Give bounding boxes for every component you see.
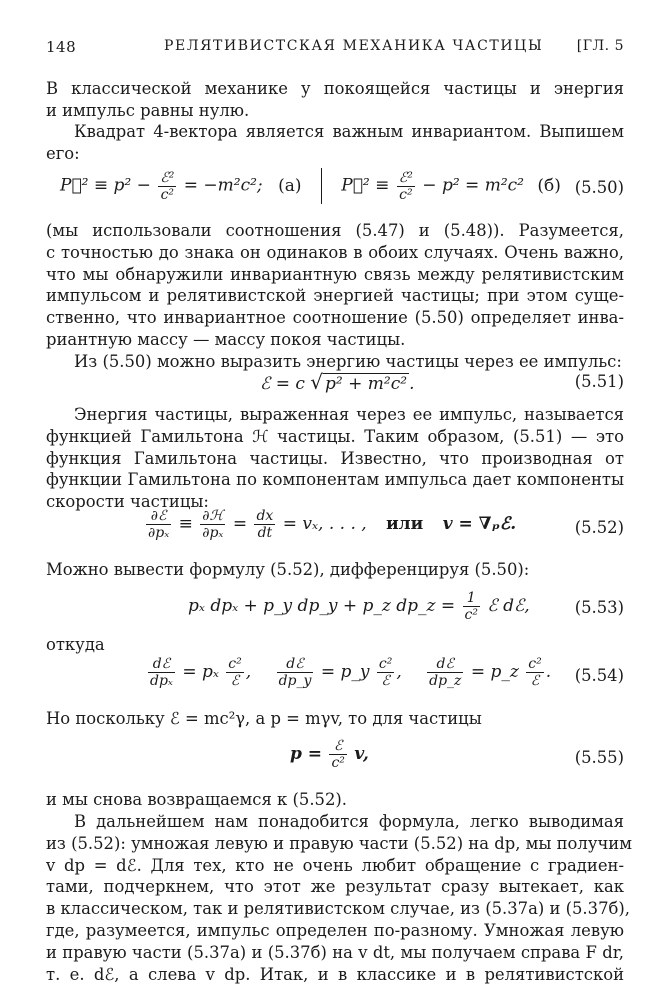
equation-number: (5.54) bbox=[574, 666, 624, 685]
numerator: ∂ℋ bbox=[200, 508, 225, 525]
divider-bar bbox=[321, 168, 322, 204]
eq-mid: = p_y bbox=[320, 662, 370, 682]
eq-rhs-a: = −m²c²; bbox=[183, 175, 263, 196]
or-word: или bbox=[386, 514, 424, 534]
text-line: с точностью до знака он одинаков в обоих случаях. Очень важно, bbox=[46, 242, 624, 262]
eq-lhs-b: P⃗² ≡ bbox=[341, 175, 390, 196]
fraction bbox=[158, 170, 176, 203]
equation-number: (5.50) bbox=[574, 178, 624, 197]
denominator: c² bbox=[464, 607, 478, 623]
running-header bbox=[46, 38, 624, 60]
eq-label-b: (б) bbox=[537, 175, 561, 196]
comma: , bbox=[245, 662, 252, 682]
text-line: Можно вывести формулу (5.52), дифференцируя (5.50): bbox=[46, 560, 530, 579]
denominator: ∂pₓ bbox=[148, 525, 170, 541]
numerator: ℰ² bbox=[398, 169, 413, 186]
text-line: тами, подчеркнем, что этот же результат сразу вытекает, как bbox=[46, 877, 624, 897]
equation-number: (5.53) bbox=[574, 598, 624, 617]
text-line: скорости частицы: bbox=[46, 492, 209, 512]
fraction bbox=[146, 508, 171, 541]
numerator: dx bbox=[256, 508, 274, 524]
equation-5-54 bbox=[46, 656, 624, 696]
radicand: p² + m²c² bbox=[325, 374, 408, 394]
text-line: из (5.52): умножая левую и правую части (5.52) на dp, мы получим bbox=[46, 833, 632, 853]
fraction bbox=[200, 508, 225, 541]
numerator: dℰ bbox=[148, 656, 175, 673]
eq-rhs: ℰ dℰ, bbox=[487, 596, 530, 616]
text-line: (мы использовали соотношения (5.47) и (5.48)). Разумеется, bbox=[46, 221, 624, 240]
gradient-expression: v = ∇ₚℰ. bbox=[442, 514, 517, 534]
text-line: Но поскольку ℰ = mc²γ, а p = mγv, то для частицы bbox=[46, 709, 482, 728]
equation-number: (5.55) bbox=[574, 748, 624, 767]
paragraph-8 bbox=[46, 708, 624, 730]
text-line: v dp = dℰ. Для тех, кто не очень любит обращение с градиен- bbox=[46, 855, 624, 875]
fraction bbox=[277, 656, 314, 689]
text-line: Из (5.50) можно выразить энергию частицы через ее импульс: bbox=[74, 352, 622, 371]
paragraph-5 bbox=[46, 404, 624, 513]
numerator: c² bbox=[528, 656, 542, 672]
paragraph-9 bbox=[46, 789, 624, 811]
page-number: 148 bbox=[46, 38, 77, 56]
numerator: ∂ℰ bbox=[146, 508, 171, 525]
text-line: т. е. dℰ, а слева v dp. Итак, и в классике и в релятивистской bbox=[46, 964, 624, 984]
eq-label-a: (а) bbox=[278, 175, 302, 196]
text-line: и правую части (5.37а) и (5.37б) на v dt, мы получаем справа F dr, bbox=[46, 942, 624, 962]
denominator: ∂pₓ bbox=[202, 525, 224, 541]
text-line: функция Гамильтона частицы. Известно, что производная от bbox=[46, 448, 624, 468]
equation-body bbox=[146, 656, 551, 689]
chapter-label: [ГЛ. 5 bbox=[576, 38, 624, 54]
eq-rest: = vₓ, . . . , bbox=[282, 514, 367, 534]
text-line: В классической механике у покоящейся частицы и энергия bbox=[46, 79, 624, 98]
text-line: его: bbox=[46, 143, 80, 163]
text-line: импульсом и релятивистской энергией частицы; при этом суще- bbox=[46, 286, 624, 306]
equation-5-51 bbox=[46, 366, 624, 396]
text-line: В дальнейшем нам понадобится формула, легко выводимая bbox=[74, 812, 624, 831]
text-line: функцией Гамильтона ℋ частицы. Таким образом, (5.51) — это bbox=[46, 426, 624, 446]
equation-body bbox=[260, 370, 414, 394]
text-line: в классическом, так и релятивистском случае, из (5.37а) и (5.37б), bbox=[46, 899, 630, 919]
equation-5-53 bbox=[46, 590, 624, 630]
eq-rhs-b: − p² = m²c² bbox=[422, 175, 524, 196]
numerator: dℰ bbox=[427, 656, 463, 673]
fraction bbox=[377, 656, 394, 689]
paragraph-10 bbox=[46, 811, 632, 985]
numerator: dℰ bbox=[277, 656, 314, 673]
comma: , bbox=[396, 662, 402, 682]
equation-5-55 bbox=[46, 738, 624, 778]
equals-sign: = bbox=[232, 514, 248, 534]
equation-number: (5.51) bbox=[574, 372, 624, 391]
fraction bbox=[427, 656, 463, 689]
denominator: dpₓ bbox=[150, 673, 173, 689]
eq-mid: = pₓ bbox=[182, 662, 219, 682]
fraction bbox=[226, 656, 243, 689]
equation-body bbox=[60, 168, 561, 204]
denominator: c² bbox=[160, 186, 175, 203]
text-line: где, разумеется, импульс определен по-разному. Умножая левую bbox=[46, 920, 624, 940]
fraction bbox=[463, 590, 480, 623]
eq-lhs-a: P⃗² ≡ p² − bbox=[60, 175, 151, 196]
denominator: dp_y bbox=[278, 673, 312, 689]
text-line: Квадрат 4-вектора является важным инвариантом. Выпишем bbox=[74, 122, 624, 141]
fraction bbox=[526, 656, 543, 689]
denominator: dt bbox=[257, 525, 273, 541]
text-line: риантную массу — массу покоя частицы. bbox=[46, 329, 406, 349]
eq-end: . bbox=[409, 374, 415, 394]
denominator: ℰ bbox=[530, 673, 540, 689]
numerator: ℰ bbox=[329, 738, 346, 755]
radical-sign: √ bbox=[310, 370, 324, 394]
fraction bbox=[329, 738, 346, 771]
numerator: ℰ² bbox=[160, 169, 175, 186]
denominator: ℰ bbox=[230, 673, 240, 689]
numerator: 1 bbox=[463, 590, 480, 607]
equiv-sign: ≡ bbox=[178, 514, 193, 534]
eq-lhs: pₓ dpₓ + p_y dp_y + p_z dp_z = bbox=[188, 596, 456, 616]
numerator: c² bbox=[378, 656, 393, 672]
equation-body bbox=[188, 590, 530, 623]
text-line: что мы обнаружили инвариантную связь между релятивистским bbox=[46, 264, 624, 284]
equation-body bbox=[290, 738, 369, 771]
text-line: откуда bbox=[46, 635, 105, 654]
paragraph-3 bbox=[46, 220, 624, 351]
eq-mid: = p_z bbox=[470, 662, 519, 682]
text-line: и импульс равны нулю. bbox=[46, 100, 250, 120]
paragraph-6 bbox=[46, 559, 624, 581]
eq-lhs: ℰ = c bbox=[260, 374, 305, 394]
paragraph-1 bbox=[46, 78, 624, 122]
denominator: c² bbox=[331, 755, 345, 771]
equation-number: (5.52) bbox=[574, 518, 624, 537]
numerator: c² bbox=[228, 656, 242, 672]
denominator: dp_z bbox=[429, 673, 462, 689]
text-line: и мы снова возвращаемся к (5.52). bbox=[46, 790, 347, 809]
equation-body bbox=[144, 508, 516, 541]
eq-lhs: p = bbox=[290, 744, 323, 764]
paragraph-7 bbox=[46, 634, 624, 656]
paragraph-2 bbox=[46, 121, 624, 165]
equation-5-50 bbox=[46, 168, 624, 208]
fraction bbox=[254, 508, 275, 541]
equation-5-52 bbox=[46, 508, 624, 548]
running-title: РЕЛЯТИВИСТСКАЯ МЕХАНИКА ЧАСТИЦЫ bbox=[164, 38, 544, 54]
text-line: Энергия частицы, выраженная через ее импульс, называется bbox=[74, 405, 624, 424]
period: . bbox=[545, 662, 552, 682]
eq-rhs: v, bbox=[354, 744, 369, 764]
text-line: ственно, что инвариантное соотношение (5.50) определяет инва- bbox=[46, 308, 624, 328]
denominator: ℰ bbox=[381, 673, 390, 689]
fraction bbox=[397, 170, 415, 203]
text-line: функции Гамильтона по компонентам импульса дает компоненты bbox=[46, 470, 624, 490]
denominator: c² bbox=[399, 186, 413, 203]
fraction bbox=[148, 656, 175, 689]
